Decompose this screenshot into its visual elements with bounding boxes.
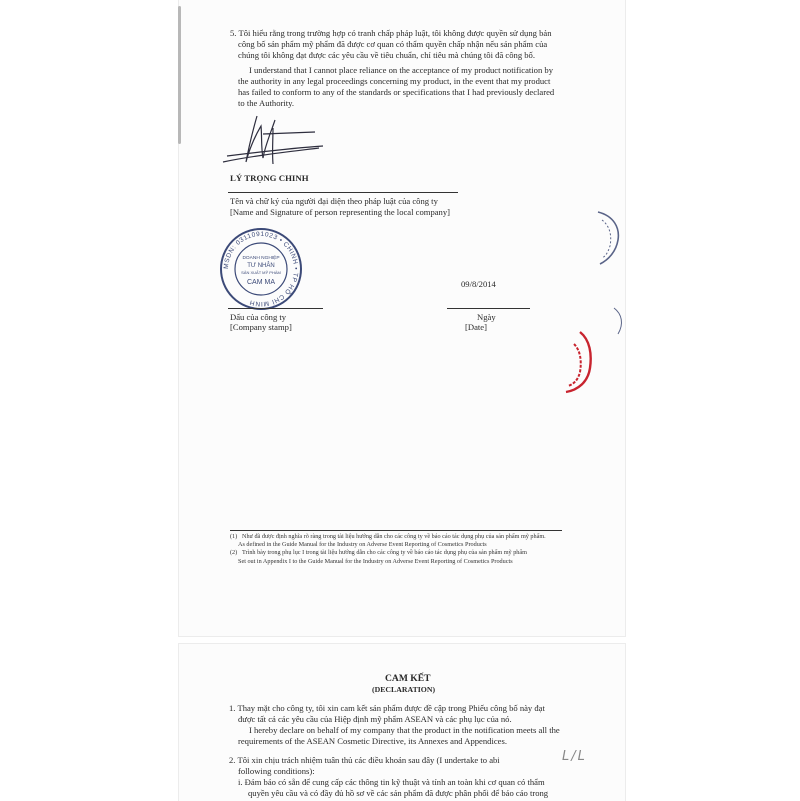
partial-stamp-red [560, 330, 600, 396]
footnote-vi: Như đã được định nghĩa rõ ràng trong tài liệu hướng dẫn cho các công ty về báo cáo tác dụng phụ của sản phẩm mỹ phẩm. [242, 533, 546, 540]
date-value: 09/8/2014 [461, 279, 496, 289]
date-label-en: [Date] [465, 322, 487, 332]
handwritten-page-number: L/L [562, 749, 587, 764]
clause-5-en-line: the authority in any legal proceedings concerning my product, in the event that my product [238, 76, 551, 86]
clause-1-en-line: requirements of the ASEAN Cosmetic Directive, its Annexes and Appendices. [238, 736, 507, 746]
stamp-line [228, 308, 323, 309]
clause-2-line: 2. Tôi xin chịu trách nhiệm tuân thủ các điều khoản sau đây (I undertake to abi [229, 755, 500, 765]
signature [215, 112, 330, 172]
clause-2-line: i. Đảm bảo có sẵn để cung cấp các thông tin kỹ thuật và tính an toàn khi cơ quan có thẩm [238, 777, 545, 787]
clause-1-en-line: I hereby declare on behalf of my company that the product in the notification meets all the [249, 725, 560, 735]
clause-5-en-line: I understand that I cannot place reliance on the acceptance of my product notification by [249, 65, 553, 75]
clause-5-vi-line: 5. Tôi hiểu rằng trong trường hợp có tranh chấp pháp luật, tôi không được quyền sử dụng bản [230, 28, 552, 38]
signer-label-vi: Tên và chữ ký của người đại diện theo pháp luật của công ty [230, 196, 438, 206]
stamp-label-en: [Company stamp] [230, 322, 292, 332]
footnote-vi: Trình bày trong phụ lục I trong tài liệu hướng dẫn cho các công ty về báo cáo tác dụng phụ của sản phẩm mỹ phẩm [242, 549, 527, 556]
signature-line [228, 192, 458, 193]
signer-name: LÝ TRỌNG CHINH [230, 173, 309, 183]
clause-5-vi-line: chúng tôi không đạt được các yêu cầu về tiêu chuẩn, chỉ tiêu mà chúng tôi đã công bố. [238, 50, 536, 60]
clause-5-vi-line: công bố sản phẩm mỹ phẩm đã được cơ quan có thẩm quyền chấp nhận nếu sản phẩm của [238, 39, 548, 49]
clause-5-en-line: has failed to conform to any of the standards or specifications that I had previously declared [238, 87, 555, 97]
footnote-en: Set out in Appendix I to the Guide Manual for the Industry on Adverse Event Reporting of Cosmetics Products [238, 558, 513, 565]
footnote-en: As defined in the Guide Manual for the Industry on Adverse Event Reporting of Cosmetics Products [238, 541, 487, 548]
signer-label-en: [Name and Signature of person representing the local company] [230, 207, 451, 217]
stamp-label-vi: Dấu của công ty [230, 312, 287, 322]
date-line [447, 308, 530, 309]
scrollbar-thumb[interactable] [178, 6, 181, 144]
date-label-vi: Ngày [477, 312, 496, 322]
stamp-ring-text: MSDN: 0311091023 • CHINH • TP HỒ CHÍ MINH [222, 230, 300, 308]
clause-1-vi-line: 1. Thay mặt cho công ty, tôi xin cam kết sản phẩm được đề cập trong Phiếu công bố này đạt [229, 703, 545, 713]
clause-5-en-line: to the Authority. [238, 98, 295, 108]
stamp-line-4: CAM MA [247, 279, 275, 286]
declaration-subtitle: (DECLARATION) [372, 685, 436, 694]
footnote-separator [230, 530, 562, 531]
clause-2-line: following conditions): [238, 766, 315, 776]
partial-stamp-blue [596, 206, 626, 266]
company-stamp-seal [218, 226, 304, 312]
footnote-mark: (2) [230, 549, 238, 556]
partial-stamp-blue-small [612, 306, 626, 336]
footnote-mark: (1) [230, 533, 238, 540]
stamp-line-3: SẢN XUẤT MỸ PHẨM [241, 270, 281, 275]
clause-2-line: quyền yêu cầu và có đầy đủ hồ sơ về các sản phẩm đã được phân phối để báo cáo trong [248, 788, 549, 798]
clause-1-vi-line: được tất cả các yêu cầu của Hiệp định mỹ phẩm ASEAN và các phụ lục của nó. [238, 714, 512, 724]
stamp-line-1: DOANH NGHIỆP [242, 256, 280, 261]
declaration-title: CAM KẾT [385, 673, 431, 684]
stamp-line-2: TƯ NHÂN [247, 263, 275, 269]
